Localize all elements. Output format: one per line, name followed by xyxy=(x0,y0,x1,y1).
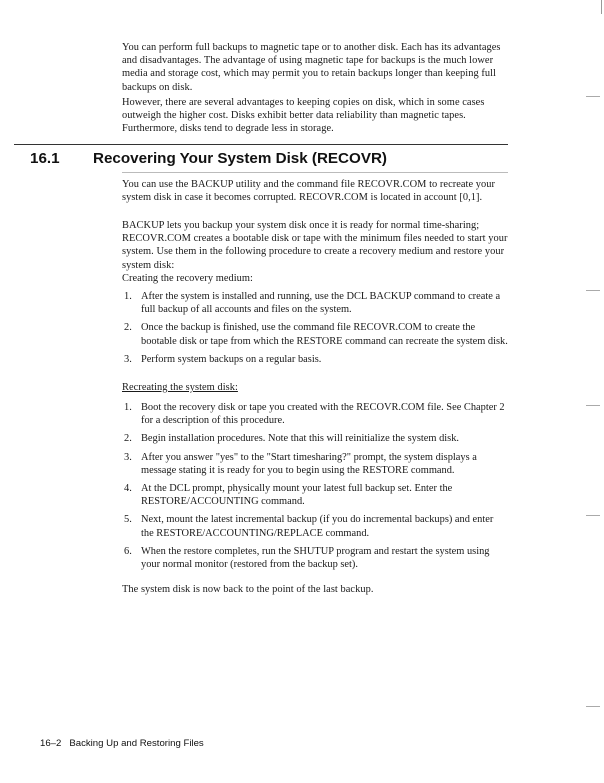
section-number: 16.1 xyxy=(30,150,60,167)
scan-margin-mark xyxy=(586,96,600,97)
footer-page-number: 16–2 xyxy=(40,738,62,749)
creating-label: Creating the recovery medium: xyxy=(122,273,253,284)
list-item: 6. When the restore completes, run the SHUTUP program and restart the system using your normal monitor (restored from the backup set). xyxy=(124,545,490,571)
recreating-label: Recreating the system disk: xyxy=(122,382,238,393)
intro-paragraph-2: However, there are several advantages to keeping copies on disk, which in some cases outweigh the higher cost. Disks exhibit better data reliability than magnetic tapes. Furthermore, disks tend to degrade less in storage. xyxy=(122,97,485,135)
section-top-rule xyxy=(14,144,508,145)
list-item: 2. Begin installation procedures. Note that this will reinitialize the system disk. xyxy=(124,433,460,445)
list-item: 1. Boot the recovery disk or tape you created with the RECOVR.COM file. See Chapter 2 for a description of this procedure. xyxy=(124,402,505,427)
list-item: 2. Once the backup is finished, use the command file RECOVR.COM to create the bootable disk or tape from which the RESTORE command can recreate the system disk. xyxy=(124,322,508,347)
section-heading xyxy=(30,150,387,168)
scan-margin-mark xyxy=(586,405,600,406)
closing-paragraph: The system disk is now back to the point of the last backup. xyxy=(122,584,374,595)
section-title: Recovering Your System Disk (RECOVR) xyxy=(93,150,387,167)
section-paragraph-1: You can use the BACKUP utility and the command file RECOVR.COM to recreate your system disk in case it becomes corrupted. RECOVR.COM is located in account [0,1]. xyxy=(122,179,496,204)
footer-chapter-title: Backing Up and Restoring Files xyxy=(69,738,204,749)
section-bottom-rule xyxy=(122,172,508,173)
list-item: 4. At the DCL prompt, physically mount your latest full backup set. Enter the RESTORE/ACCOUNTING command. xyxy=(124,483,453,508)
scan-margin-mark xyxy=(586,706,600,707)
section-paragraph-2: BACKUP lets you backup your system disk once it is ready for normal time-sharing; RECOVR.COM creates a bootable disk or tape with the minimum files needed to start your system. Use them in the following procedure to create a recovery medium and restore your system disk: xyxy=(122,220,508,271)
scan-margin-mark xyxy=(586,515,600,516)
list-item: 5. Next, mount the latest incremental backup (if you do incremental backups) and enter the RESTORE/ACCOUNTING/REPLACE command. xyxy=(124,514,494,539)
recreating-steps-list xyxy=(122,401,508,576)
intro-paragraph-1: You can perform full backups to magnetic tape or to another disk. Each has its advantages and disadvantages. The advantage of using magnetic tape for backups is the much lower media and storage cost, which may permit you to retain backups longer than keeping full backups on disk. xyxy=(122,42,501,93)
list-item: 1. After the system is installed and running, use the DCL BACKUP command to create a full backup of all accounts and files on the system. xyxy=(124,291,501,316)
page-footer xyxy=(40,738,204,750)
scan-edge-mark xyxy=(601,0,602,14)
list-item: 3. Perform system backups on a regular basis. xyxy=(124,353,322,365)
creating-steps-list xyxy=(122,290,508,371)
list-item: 3. After you answer "yes" to the "Start timesharing?" prompt, the system displays a message stating it is ready for you to begin using the RESTORE command. xyxy=(124,451,477,476)
scan-margin-mark xyxy=(586,290,600,291)
